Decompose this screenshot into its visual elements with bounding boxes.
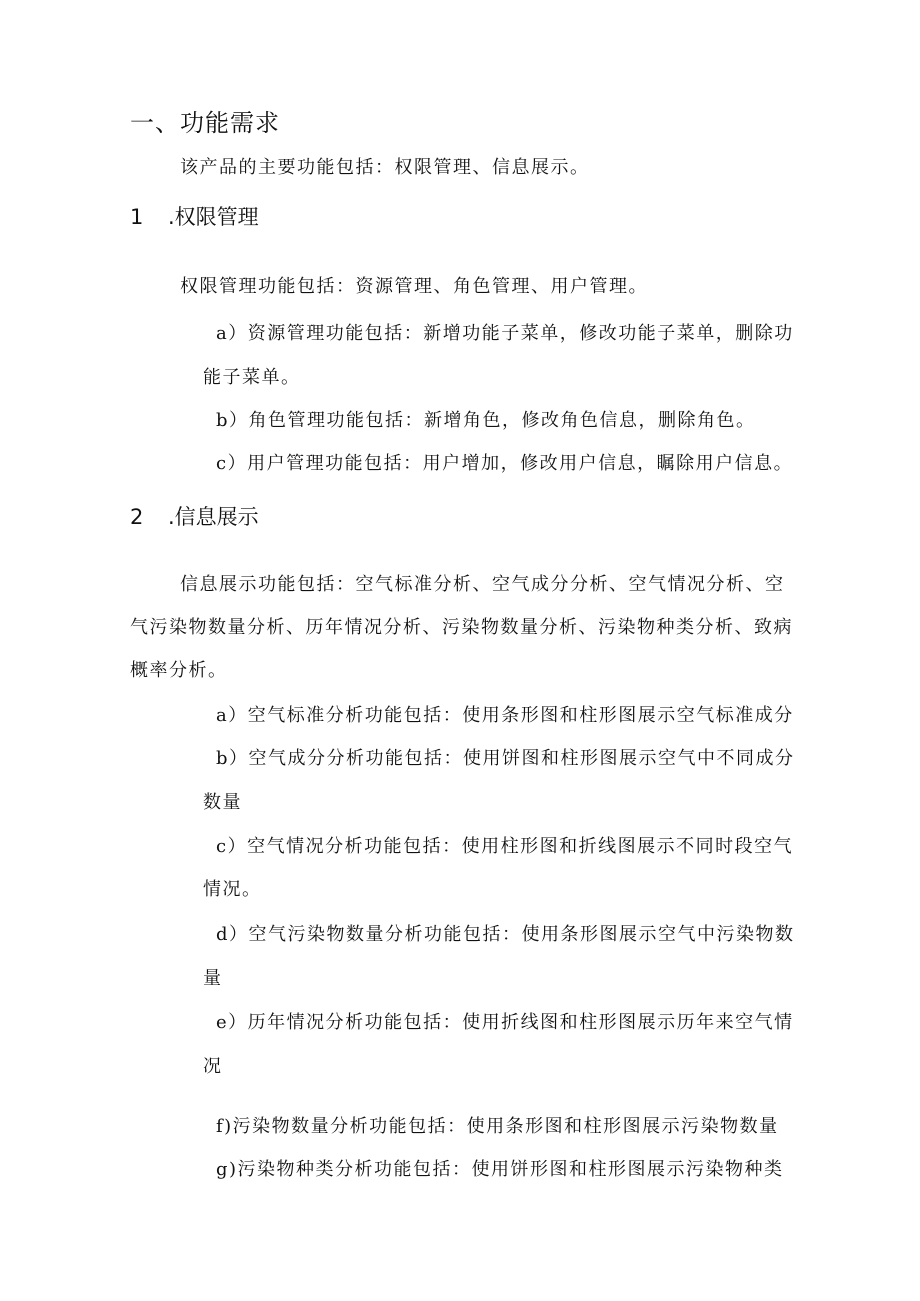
display-item-b: b）空气成分分析功能包括：使用饼图和柱形图展示空气中不同成分 [216, 748, 795, 769]
permission-item-b: b）角色管理功能包括：新增角色，修改角色信息，删除角色。 [216, 410, 756, 431]
display-item-e-cont: 况 [203, 1056, 223, 1077]
section-intro: 该产品的主要功能包括：权限管理、信息展示。 [180, 157, 590, 178]
subsection-title-display [130, 503, 259, 531]
display-item-a: a）空气标准分析功能包括：使用条形图和柱形图展示空气标准成分 [216, 705, 794, 726]
permission-item-a-cont: 能子菜单。 [203, 367, 301, 388]
display-item-g: g)污染物种类分析功能包括：使用饼形图和柱形图展示污染物种类 [216, 1159, 784, 1180]
subsection-label: .权限管理 [168, 205, 259, 229]
display-item-d: d）空气污染物数量分析功能包括：使用条形图展示空气中污染物数 [216, 924, 795, 945]
display-intro-line-3: 概率分析。 [130, 660, 228, 681]
subsection-number: 2 [130, 505, 144, 529]
display-item-d-cont: 量 [203, 968, 223, 989]
subsection-number: 1 [130, 205, 144, 229]
display-item-c: c）空气情况分析功能包括：使用柱形图和折线图展示不同时段空气 [216, 836, 794, 857]
permission-item-a: a）资源管理功能包括：新增功能子菜单，修改功能子菜单，删除功 [216, 323, 794, 344]
display-item-e: e）历年情况分析功能包括：使用折线图和柱形图展示历年来空气情 [216, 1012, 794, 1033]
section-title: 一、功能需求 [130, 109, 280, 137]
display-intro-line-2: 气污染物数量分析、历年情况分析、污染物数量分析、污染物种类分析、致病 [130, 617, 793, 638]
display-intro-line-1: 信息展示功能包括：空气标准分析、空气成分分析、空气情况分析、空 [180, 574, 785, 595]
display-item-f: f)污染物数量分析功能包括：使用条形图和柱形图展示污染物数量 [216, 1116, 779, 1137]
subsection-title-permission [130, 203, 259, 231]
display-item-b-cont: 数量 [203, 792, 242, 813]
display-item-c-cont: 情况。 [203, 879, 262, 900]
permission-intro: 权限管理功能包括：资源管理、角色管理、用户管理。 [180, 276, 648, 297]
subsection-label: .信息展示 [168, 505, 259, 529]
permission-item-c: c）用户管理功能包括：用户增加，修改用户信息，瞩除用户信息。 [216, 453, 794, 474]
